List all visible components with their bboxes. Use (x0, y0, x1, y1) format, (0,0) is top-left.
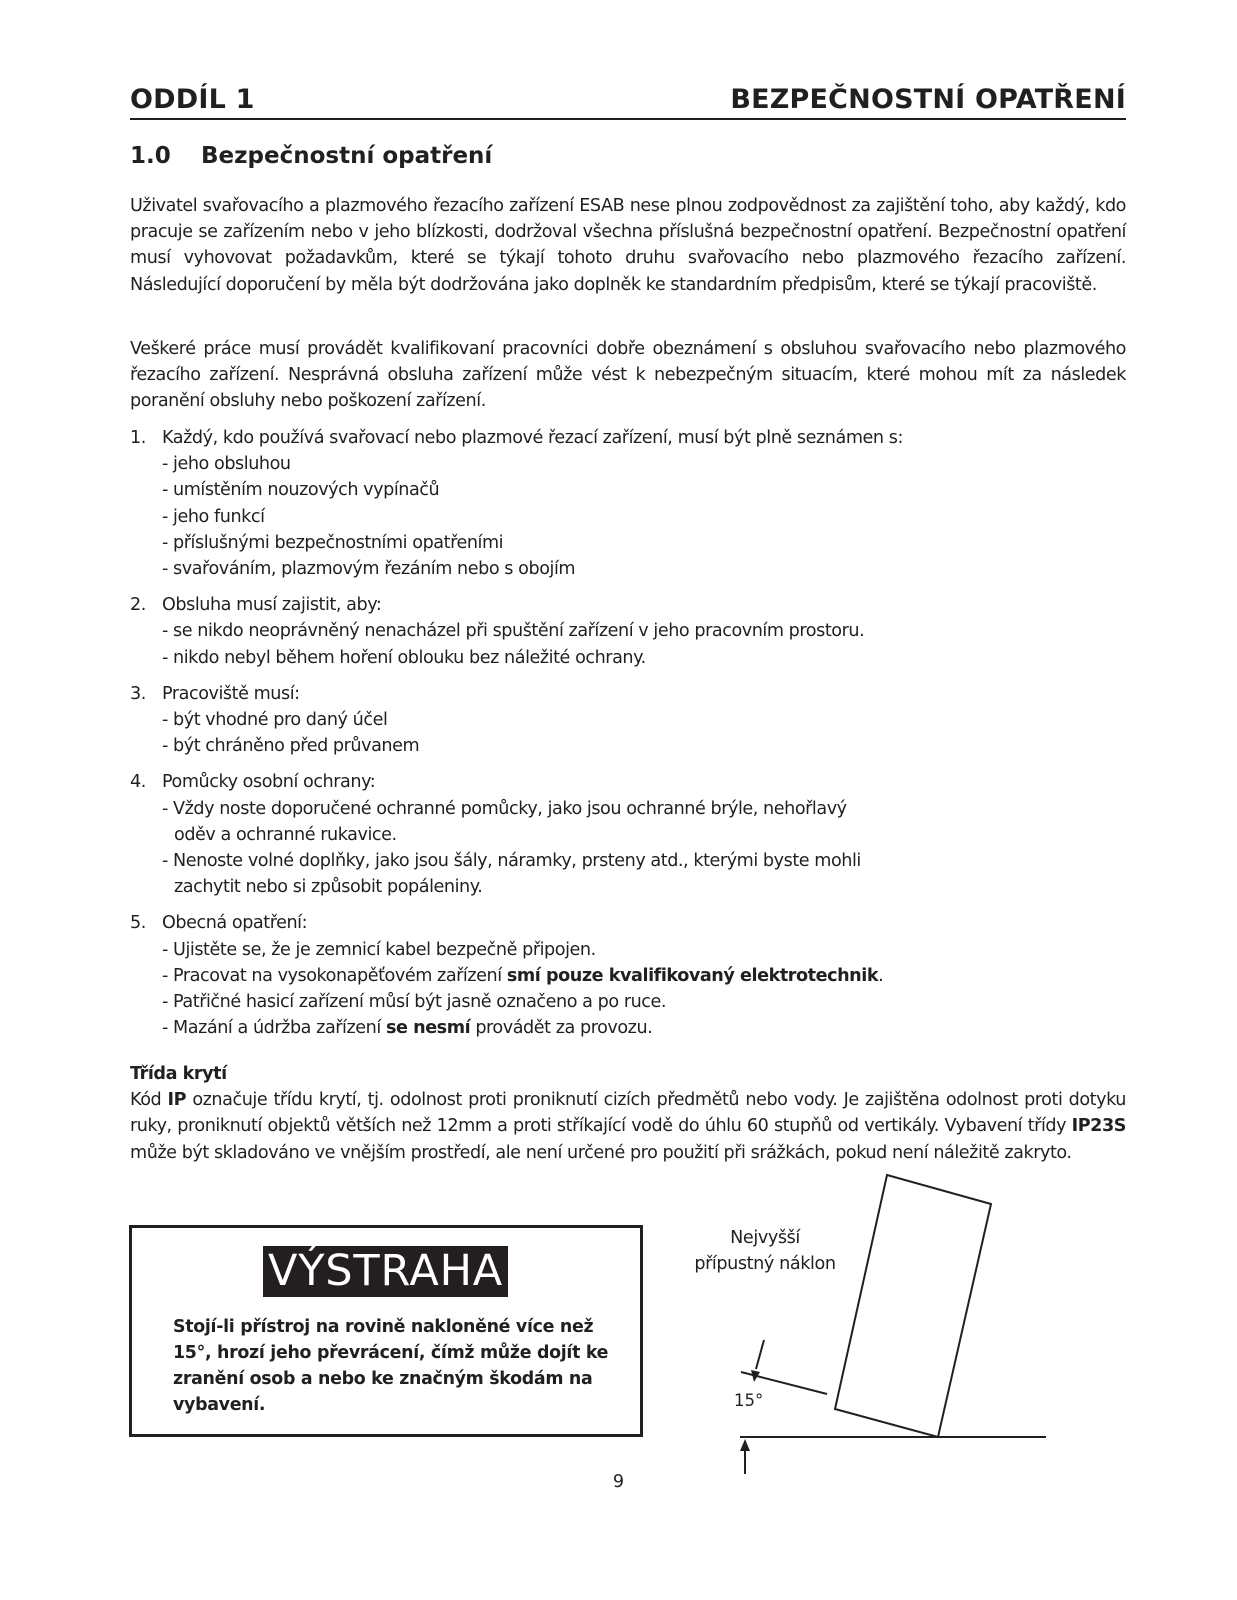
warning-title: VÝSTRAHA (263, 1246, 508, 1297)
list-subitem: - Patřičné hasicí zařízení můsí být jasně označeno a po ruce. (162, 992, 667, 1013)
list-item (130, 910, 1126, 1041)
list-subitem-continuation: oděv a ochranné rukavice. (174, 824, 397, 845)
text-run: může být skladováno ve vnějším prostředí, ale není určené pro použití při srážkách, pokud není náležitě zakryto. (130, 1142, 1072, 1163)
list-subitem: - být vhodné pro daný účel (162, 710, 388, 731)
list-subitem: - příslušnými bezpečnostními opatřeními (162, 532, 504, 553)
list-subitem: - jeho funkcí (162, 506, 265, 527)
list-item (130, 769, 1126, 900)
list-number: 1. (130, 428, 146, 448)
list-item (130, 425, 1126, 582)
text-run: označuje třídu krytí, tj. odolnost proti proniknutí cizích předmětů nebo vody. Je zajištěna odolnost proti dotyku ruky, proniknutí objektů větších než 12mm a proti stříkající vodě do úhlu 60 stupňů od vertikály. Vybavení třídy (130, 1090, 1126, 1137)
tilted-device-outline (835, 1175, 991, 1437)
text-run: - Pracovat na vysokonapěťovém zařízení (162, 965, 507, 986)
tilt-diagram (690, 1160, 1060, 1480)
diagram-label (690, 1225, 840, 1277)
arrow-head-icon (740, 1439, 750, 1451)
protection-class-heading: Třída krytí (130, 1064, 227, 1084)
list-subitem: - umístěním nouzových vypínačů (162, 480, 440, 501)
warning-text: Stojí-li přístroj na rovině nakloněné více než 15°, hrozí jeho převrácení, čímž může dojít ke zranění osob a nebo ke značným škodám na vybavení. (173, 1317, 609, 1415)
subsection-title: Bezpečnostní opatření (201, 143, 493, 169)
angle-label: 15° (734, 1391, 764, 1410)
list-number: 4. (130, 772, 146, 793)
subsection-number: 1.0 (130, 143, 171, 169)
section-header (130, 78, 1126, 120)
list-subitem: - Ujistěte se, že je zemnicí kabel bezpečně připojen. (162, 939, 596, 960)
list-subitem: - nikdo nebyl během hoření oblouku bez náležité ochrany. (162, 647, 646, 668)
text-run: provádět za provozu. (470, 1018, 653, 1039)
protection-class-section (130, 1061, 1126, 1166)
list-subitem: - být chráněno před průvanem (162, 736, 420, 757)
text-run: . (878, 965, 884, 986)
bold-text-run: se nesmí (385, 1018, 471, 1039)
warning-box (129, 1225, 643, 1437)
qualification-paragraph: Veškeré práce musí provádět kvalifikovaní pracovníci dobře obeznámení s obsluhou svařovacího nebo plazmového řezacího zařízení. Nesprávná obsluha zařízení může vést k nebezpečným situacím, které mohou mít za následek poranění obsluhy nebo poškození zařízení. (130, 339, 1126, 412)
list-number: 5. (130, 913, 146, 934)
list-lead: Obecná opatření: (162, 913, 308, 934)
list-subitem: - Vždy noste doporučené ochranné pomůcky, jako jsou ochranné brýle, nehořlavý (162, 798, 847, 819)
list-number: 2. (130, 595, 146, 616)
tilt-diagram-graphic (690, 1160, 1060, 1480)
safety-list (130, 425, 1126, 1051)
list-number: 3. (130, 683, 146, 704)
list-subitem: - Nenoste volné doplňky, jako jsou šály, náramky, prsteny atd., kterými byste mohli (162, 851, 861, 872)
list-item (130, 681, 1126, 760)
subsection-heading (130, 143, 492, 169)
list-subitem: - jeho obsluhou (162, 454, 291, 475)
list-item (130, 592, 1126, 671)
list-lead: Pracoviště musí: (162, 683, 300, 704)
list-subitem: - svařováním, plazmovým řezáním nebo s obojím (162, 559, 576, 580)
text-run: - Mazání a údržba zařízení (162, 1018, 386, 1039)
list-subitem (162, 963, 1126, 989)
section-label: ODDÍL 1 (130, 84, 255, 115)
list-subitem-continuation: zachytit nebo si způsobit popáleniny. (174, 877, 483, 898)
bold-text-run: smí pouze kvalifikovaný elektrotechnik (506, 965, 879, 986)
page-number: 9 (612, 1472, 625, 1492)
intro-paragraph: Uživatel svařovacího a plazmového řezacího zařízení ESAB nese plnou zodpovědnost za zajištění toho, aby každý, kdo pracuje se zařízením nebo v jeho blízkosti, dodržoval všechna příslušná bezpečnostní opatření. Bezpečnostní opatření musí vyhovovat požadavkům, které se týkají tohoto druhu svařovacího nebo plazmového řezacího zařízení. Následující doporučení by měla být dodržována jako doplněk ke standardním předpisům, které se týkají pracoviště. (130, 196, 1126, 295)
list-lead: Pomůcky osobní ochrany: (162, 772, 376, 793)
list-lead: Obsluha musí zajistit, aby: (162, 595, 382, 616)
list-subitem (162, 1015, 1126, 1041)
diagram-label-line: Nejvyšší (730, 1228, 800, 1248)
bold-text-run: IP (167, 1090, 187, 1111)
list-lead: Každý, kdo používá svařovací nebo plazmové řezací zařízení, musí být plně seznámen s: (162, 428, 903, 448)
list-subitem: - se nikdo neoprávněný nenacházel při spuštění zařízení v jeho pracovním prostoru. (162, 621, 865, 642)
diagram-label-line: přípustný náklon (694, 1254, 836, 1274)
text-run: Kód (130, 1090, 168, 1111)
section-title: BEZPEČNOSTNÍ OPATŘENÍ (730, 84, 1126, 115)
bold-text-run: IP23S (1071, 1116, 1126, 1137)
protection-class-paragraph (130, 1087, 1126, 1166)
angle-arrow-upper (756, 1340, 764, 1369)
